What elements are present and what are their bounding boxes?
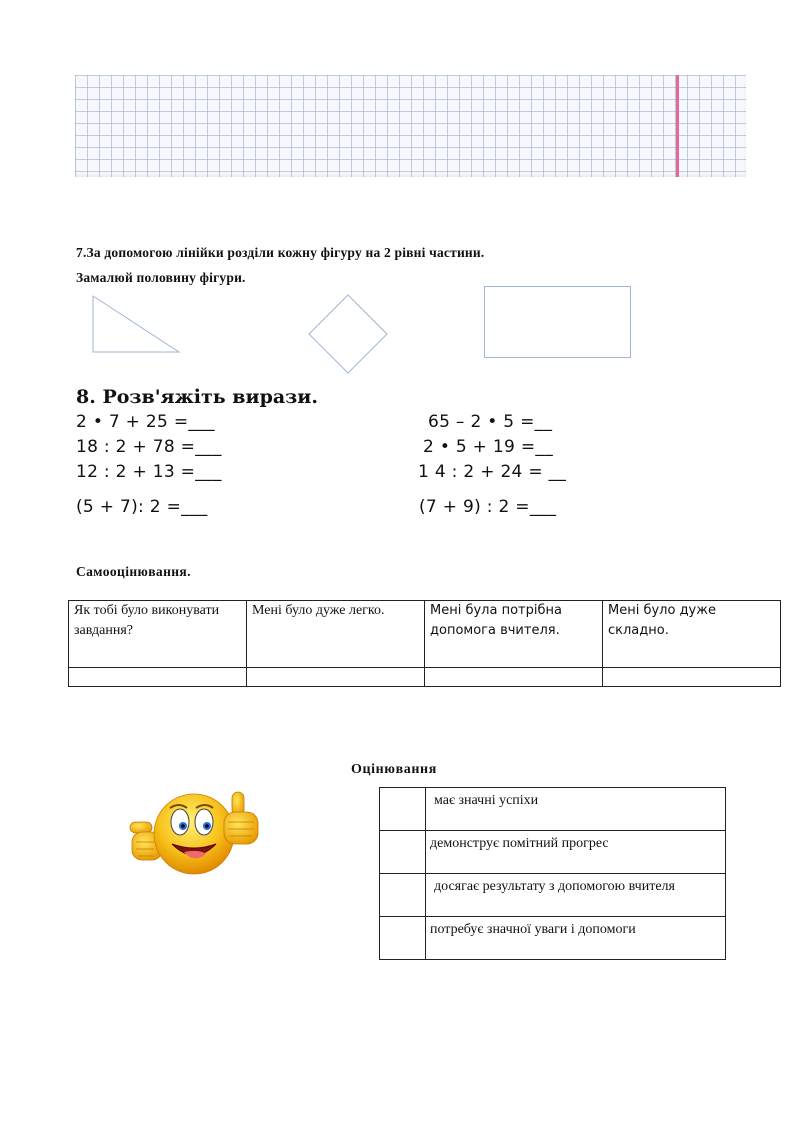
- smiley-thumbs-up-icon: [124, 786, 266, 878]
- grid-paper-strip: [75, 75, 746, 177]
- self-option-help: Мені була потрібна допомога вчителя.: [425, 601, 603, 668]
- self-answer-cell[interactable]: [247, 668, 425, 687]
- evaluation-label: демонструє помітний прогрес: [426, 831, 726, 874]
- expression-left-4: (5 + 7): 2 =___: [76, 497, 208, 517]
- table-row: [69, 668, 781, 687]
- self-answer-cell[interactable]: [425, 668, 603, 687]
- rectangle-shape[interactable]: [485, 287, 631, 358]
- task7-instruction-line2: Замалюй половину фігури.: [76, 270, 246, 285]
- evaluation-label: має значні успіхи: [426, 788, 726, 831]
- table-row: [380, 874, 726, 917]
- self-question-cell: Як тобі було виконувати завдання?: [69, 601, 247, 668]
- self-option-hard: Мені було дуже складно.: [603, 601, 781, 668]
- expression-right-2: 2 • 5 + 19 =__: [423, 437, 553, 457]
- diamond-shape[interactable]: [309, 295, 387, 373]
- evaluation-mark-cell[interactable]: [380, 831, 426, 874]
- expression-right-3: 1 4 : 2 + 24 = __: [418, 462, 567, 482]
- expression-left-1: 2 • 7 + 25 =___: [76, 412, 215, 432]
- table-row: [380, 788, 726, 831]
- expression-right-4: (7 + 9) : 2 =___: [419, 497, 557, 517]
- table-row: [380, 831, 726, 874]
- self-answer-cell[interactable]: [69, 668, 247, 687]
- grid-margin-line: [676, 75, 679, 177]
- table-row: [69, 601, 781, 668]
- expression-left-2: 18 : 2 + 78 =___: [76, 437, 222, 457]
- task7-shapes: [0, 280, 794, 380]
- evaluation-label: потребує значної уваги і допомоги: [426, 917, 726, 960]
- evaluation-mark-cell[interactable]: [380, 917, 426, 960]
- triangle-shape[interactable]: [93, 296, 179, 352]
- evaluation-heading: Оцінювання: [351, 762, 437, 777]
- self-option-easy: Мені було дуже легко.: [247, 601, 425, 668]
- task7-instruction-line1: 7.За допомогою лінійки розділи кожну фігуру на 2 рівні частини.: [76, 245, 485, 260]
- self-assessment-table: [68, 600, 781, 687]
- evaluation-table: [379, 787, 726, 960]
- evaluation-mark-cell[interactable]: [380, 788, 426, 831]
- self-answer-cell[interactable]: [603, 668, 781, 687]
- evaluation-mark-cell[interactable]: [380, 874, 426, 917]
- evaluation-label: досягає результату з допомогою вчителя: [426, 874, 726, 917]
- self-assessment-heading: Самооцінювання.: [76, 564, 191, 579]
- expression-right-1: 65 – 2 • 5 =__: [428, 412, 553, 432]
- expression-left-3: 12 : 2 + 13 =___: [76, 462, 222, 482]
- table-row: [380, 917, 726, 960]
- task8-heading: 8. Розв'яжіть вирази.: [76, 386, 318, 408]
